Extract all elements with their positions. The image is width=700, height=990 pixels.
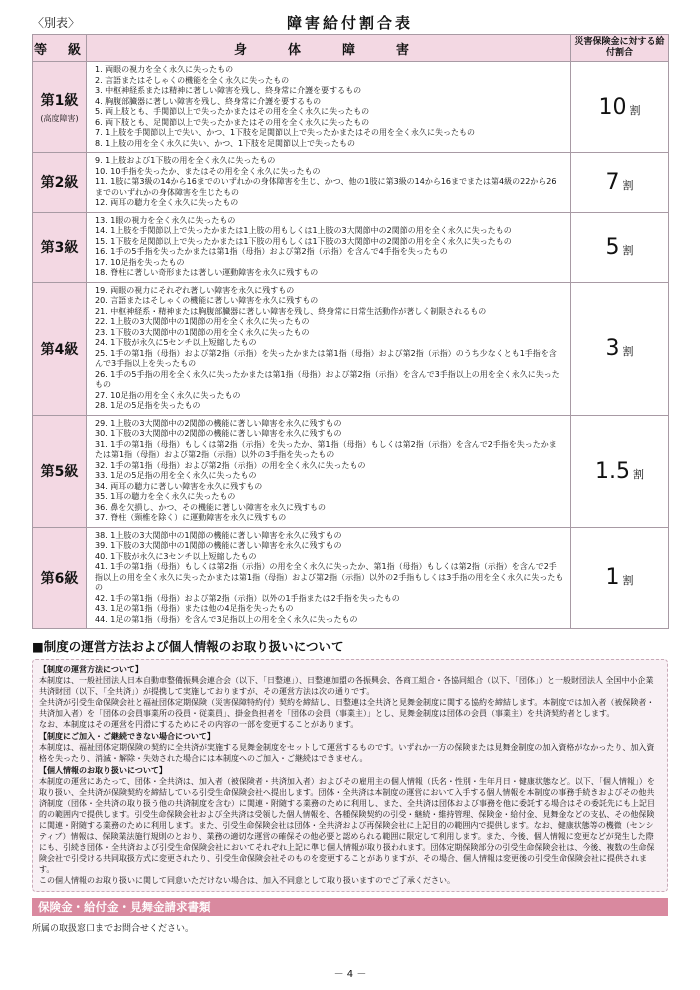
info-paragraph: 本制度の運営にあたって、団体・全共済は、加入者（被保険者・共済加入者）およびその雇用主の個人情報（氏名・性別・生年月日・健康状態など。以下、「個人情報」）を取り扱い、全共済が保険契約を締結している引受生命保険会社へ提出します。団体・全共済は本制度の運営において入手する個人情報を本制度の事務手続きおよびその他共済制度（団体・全共済の取り扱う他の共済制度を含む）に関連・附随する業務のために利用し、また、全共済は団体および事務を他に委託する場合はその委託先にも上記目的の範囲内で提供します。引受生命保険会社および全共済は受領した個人情報を、各種保険契約の引受・継続・維持管理、保険金・給付金、見舞金などの支払、その他保険に関連・附随する業務のために利用します。また、引受生命保険会社は団体・全共済および再保険会社に上記目的の範囲内で提供します。なお、健康状態等の機微（センシティブ）情報は、保険業法施行規則のとおり、業務の適切な運営の確保その他必要と認められる範囲に限定して利用します。また、今後、個人情報に変更などが発生した際にも、引続き団体・全共済および引受生命保険会社においてそれぞれ上記に準じ個人情報が取り扱われます。団体定期保険部分の引受生命保険会社は、今後、複数の生命保険会社で引受ける共同取扱方式に変更されたり、引受生命保険会社そのものを変更することがありますが、その場合、個人情報は変更後の引受生命保険会社に提供されます。: [39, 777, 655, 874]
disability-item: 30. 1下肢の3大関節中の2関節の機能に著しい障害を永久に残すもの: [95, 429, 342, 438]
disability-item: 24. 1下肢が永久に5センチ以上短縮したもの: [95, 338, 257, 347]
ratio-cell: [571, 153, 669, 213]
grade-cell: [33, 527, 87, 629]
disability-item: 37. 脊柱（頸椎を除く）に運動障害を永久に残すもの: [95, 513, 287, 522]
disability-item: 3. 中枢神経系または精神に著しい障害を残し、終身常に介護を要するもの: [95, 86, 362, 95]
grade-cell: [33, 153, 87, 213]
disability-item: 39. 1下肢の3大関節中の1関節の機能に著しい障害を永久に残すもの: [95, 541, 342, 550]
ratio-unit: 割: [622, 243, 634, 257]
ratio-unit: 割: [633, 467, 644, 481]
disability-item: 41. 1手の第1指（母指）もしくは第2指（示指）の用を全く永久に失ったか、第1指（母指）もしくは第2指（示指）を含んで2手指以上の用を全く永久に失ったかまたは第1指（母指）および第2指（示指）以外の2手指もしくは3手指の用を全く永久に失ったもの: [95, 562, 564, 592]
disability-item: 33. 1足の5足指の用を全く永久に失ったもの: [95, 471, 257, 480]
info-paragraph: 本制度は、福祉団体定期保険の契約に全共済が実施する見舞金制度をセットして運営するものです。いずれか一方の保険または見舞金制度の加入資格がなかったり、加入資格を失ったり、消滅・解除・失効された場合には本制度へのご加入・ご継続はできません。: [39, 743, 655, 763]
info-paragraph: なお、本制度はその運営を円滑にするためにその内容の一部を変更することがあります。: [39, 720, 359, 729]
disability-list: [87, 527, 571, 629]
info-box: [32, 659, 668, 892]
disability-item: 13. 1眼の視力を全く永久に失ったもの: [95, 215, 236, 225]
disability-item: 43. 1足の第1指（母指）または他の4足指を失ったもの: [95, 604, 294, 613]
disability-item: 38. 1上肢の3大関節中の1関節の機能に著しい障害を永久に残すもの: [95, 530, 342, 540]
ratio-cell: [571, 415, 669, 527]
grade-label: 第2級: [40, 175, 79, 192]
info-paragraph: この個人情報のお取り扱いに関して同意いただけない場合は、加入不同意として取り扱いますのでご了承ください。: [39, 876, 455, 885]
disability-item: 11. 1肢に第3級の14から16までのいずれかの身体障害を生じ、かつ、他の1肢に第3級の14から16までまたは第4級の22から26までのいずれかの身体障害を生じたもの: [95, 177, 557, 197]
grade-cell: [33, 212, 87, 282]
grade-cell: [33, 415, 87, 527]
disability-list: [87, 282, 571, 415]
disability-list: [87, 415, 571, 527]
disability-item: 4. 胸腹部臓器に著しい障害を残し、終身常に介護を要するもの: [95, 96, 322, 106]
disability-item: 18. 脊柱に著しい奇形または著しい運動障害を永久に残すもの: [95, 268, 319, 277]
disability-item: 2. 言語またはそしゃくの機能を全く永久に失ったもの: [95, 75, 290, 85]
disability-item: 1. 両眼の視力を全く永久に失ったもの: [95, 65, 234, 74]
info-heading: 【制度にご加入・ご継続できない場合について】: [39, 732, 215, 741]
ratio-value: 1.5: [595, 458, 630, 484]
header-disability: 身 体 障 害: [87, 35, 571, 62]
disability-item: 44. 1足の第1指（母指）を含んで3足指以上の用を全く永久に失ったもの: [95, 614, 358, 624]
disability-item: 9. 1上肢および1下肢の用を全く永久に失ったもの: [95, 156, 276, 165]
disability-item: 10. 10手指を失ったか、またはその用を全く永久に失ったもの: [95, 166, 321, 176]
beppyo-label: 〈別表〉: [32, 16, 81, 30]
info-paragraph: 全共済が引受生命保険会社と福祉団体定期保険（災害保障特約付）契約を締結し、日整連は全共済と見舞金制度に関する協約を締結します。本制度では加入者（被保険者・共済加入者）を「団体の会員事業所の役員・従業員」、掛金負担者を「団体の会員（事業主）」とし、見舞金制度は団体の会員（事業主）を共済契約者とします。: [39, 698, 655, 718]
page-number: － 4 －: [333, 969, 367, 980]
claims-band: 保険金・給付金・見舞金請求書類: [32, 898, 668, 916]
ratio-value: 10: [598, 94, 627, 120]
grade-label: 第4級: [40, 341, 79, 358]
disability-item: 14. 1上肢を手関節以上で失ったかまたは1上肢の用もしくは1上肢の3大関節中の2関節の用を全く永久に失ったもの: [95, 226, 512, 235]
ratio-value: 1: [605, 565, 620, 591]
disability-item: 28. 1足の5足指を失ったもの: [95, 401, 201, 410]
page-title: 障害給付割合表: [286, 14, 413, 32]
disability-item: 12. 両耳の聴力を全く永久に失ったもの: [95, 198, 239, 207]
disability-item: 27. 10足指の用を全く永久に失ったもの: [95, 390, 241, 400]
claims-contact: 所属の取扱窓口までお問合せください。: [32, 924, 195, 934]
disability-item: 29. 1上肢の3大関節中の2関節の機能に著しい障害を永久に残すもの: [95, 418, 342, 428]
header-grade: 等 級: [33, 35, 87, 62]
ratio-cell: [571, 212, 669, 282]
ratio-unit: 割: [622, 574, 634, 588]
ratio-cell: [571, 62, 669, 153]
disability-item: 19. 両眼の視力にそれぞれ著しい障害を永久に残すもの: [95, 285, 295, 295]
table-body: [33, 62, 669, 629]
ratio-unit: 割: [622, 345, 634, 358]
ratio-value: 5: [605, 234, 620, 260]
ratio-value: 3: [605, 336, 620, 361]
ratio-unit: 割: [622, 178, 634, 192]
disability-item: 42. 1手の第1指（母指）および第2指（示指）以外の1手指または2手指を失ったもの: [95, 593, 400, 603]
disability-item: 35. 1耳の聴力を全く永久に失ったもの: [95, 492, 236, 501]
disability-list: [87, 212, 571, 282]
disability-item: 5. 両上肢とも、手関節以上で失ったかまたはその用を全く永久に失ったもの: [95, 107, 370, 116]
ratio-cell: [571, 527, 669, 629]
page-header: [32, 0, 668, 34]
grade-label: 第6級: [40, 570, 79, 587]
ratio-unit: 割: [629, 103, 641, 117]
disability-list: [87, 153, 571, 213]
grade-cell: [33, 282, 87, 415]
disability-item: 23. 1下肢の3大関節中の1関節の用を全く永久に失ったもの: [95, 327, 310, 337]
disability-item: 31. 1手の第1指（母指）もしくは第2指（示指）を失ったか、第1指（母指）もしくは第2指（示指）を含んで2手指を失ったかまたは第1指（母指）および第2指（示指）以外の3手指を失ったもの: [95, 439, 557, 459]
disability-item: 34. 両耳の聴力に著しい障害を永久に残すもの: [95, 481, 263, 491]
header-ratio: [571, 35, 669, 62]
table-row: [33, 62, 669, 153]
grade-cell: [33, 62, 87, 153]
disability-item: 20. 言語またはそしゃくの機能に著しい障害を永久に残すもの: [95, 296, 319, 305]
table-row: [33, 282, 669, 415]
disability-list: [87, 62, 571, 153]
disability-item: 32. 1手の第1指（母指）および第2指（示指）の用を全く永久に失ったもの: [95, 460, 366, 470]
page: [32, 0, 668, 934]
ratio-cell: [571, 282, 669, 415]
disability-item: 15. 1下肢を足関節以上で失ったかまたは1下肢の用もしくは1下肢の3大関節中の2関節の用を全く永久に失ったもの: [95, 236, 512, 246]
disability-item: 25. 1手の第1指（母指）および第2指（示指）を失ったかまたは第1指（母指）および第2指（示指）のうち少なくとも1手指を含んで3手指以上を失ったもの: [95, 348, 557, 368]
info-paragraph: 本制度は、一般社団法人日本自動車整備振興会連合会（以下、「日整連」）、日整連加盟の各振興会、各商工組合・各協同組合（以下、「団体」）と一般財団法人 全国中小企業共済財団（以下、「全共済」）が提携して実施しておりますが、その運営方法は次の通りです。: [39, 676, 654, 696]
section-title: ■制度の運営方法および個人情報のお取り扱いについて: [32, 639, 344, 654]
disability-item: 40. 1下肢が永久に3センチ以上短縮したもの: [95, 551, 257, 561]
disability-item: 17. 10足指を失ったもの: [95, 257, 185, 267]
table-row: [33, 415, 669, 527]
disability-item: 36. 鼻を欠損し、かつ、その機能に著しい障害を永久に残すもの: [95, 502, 326, 512]
info-heading: 【制度の運営方法について】: [39, 665, 143, 674]
grade-sublabel: (高度障害): [40, 114, 79, 123]
disability-item: 6. 両下肢とも、足関節以上で失ったかまたはその用を全く永久に失ったもの: [95, 117, 370, 127]
disability-item: 22. 1上肢の3大関節中の1関節の用を全く永久に失ったもの: [95, 317, 310, 326]
table-row: [33, 527, 669, 629]
grade-label: 第5級: [40, 464, 79, 480]
info-heading: 【個人情報のお取り扱いについて】: [39, 766, 167, 775]
ratio-value: 7: [605, 169, 620, 195]
table-row: [33, 212, 669, 282]
grade-label: 第1級: [40, 93, 79, 109]
table-header-row: [33, 35, 669, 62]
disability-item: 16. 1手の5手指を失ったかまたは第1指（母指）および第2指（示指）を含んで4手指を失ったもの: [95, 247, 448, 256]
disability-ratio-table: [32, 34, 669, 629]
header-ratio-label: 災害保険金に対する給付割合: [574, 37, 665, 58]
table-row: [33, 153, 669, 213]
disability-item: 26. 1手の5手指の用を全く永久に失ったかまたは第1指（母指）および第2指（示指）を含んで3手指以上の用を全く永久に失ったもの: [95, 369, 560, 389]
disability-item: 7. 1上肢を手関節以上で失い、かつ、1下肢を足関節以上で失ったかまたはその用を全く永久に失ったもの: [95, 128, 476, 137]
disability-item: 8. 1上肢の用を全く永久に失い、かつ、1下肢を足関節以上で失ったもの: [95, 138, 356, 148]
disability-item: 21. 中枢神経系・精神または胸腹部臓器に著しい障害を残し、終身常に日常生活動作が著しく制限されるもの: [95, 306, 487, 316]
grade-label: 第3級: [40, 240, 79, 256]
